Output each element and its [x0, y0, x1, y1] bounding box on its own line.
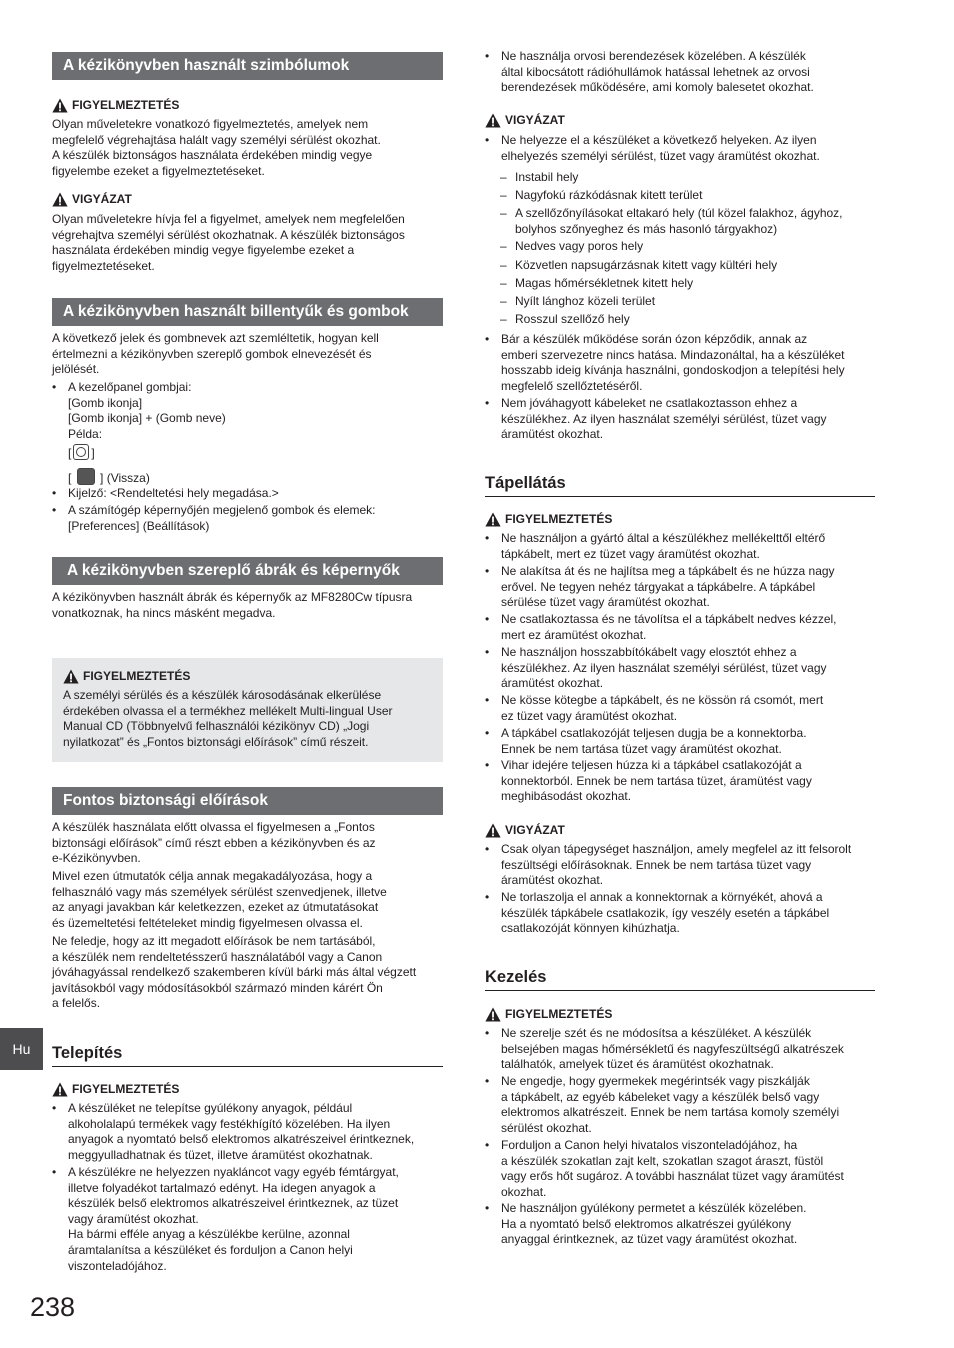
section-title-power: Tápellátás — [485, 474, 875, 497]
warning-label: FIGYELMEZTETÉS — [83, 669, 191, 683]
caution-label: VIGYÁZAT — [505, 823, 565, 837]
list-item: • Ne használja orvosi berendezések közelében. A készülék által kibocsátott rádióhullámok hatással lehetnek az orvosi berendezések működésére, ami komoly balesetet okozhat. — [485, 49, 814, 95]
warning-triangle-icon — [485, 1007, 501, 1022]
note-text: A személyi sérülés és a készülék károsodásának elkerülése érdekében olvassa el a termékhez mellékelt Multi-lingual User Manual CD (Többnyelvű felhasználói kézikönyv CD) „Jogi nyilatkozat” és „Fontos biztonsági előírások” című részeit. — [63, 688, 393, 749]
section-title-symbols: A kézikönyvben használt szimbólumok — [52, 52, 443, 80]
list-item: • Ne csatlakoztassa és ne távolítsa el a tápkábelt nedves kézzel, mert ez áramütést okozhat. — [485, 612, 837, 642]
list-item: • Forduljon a Canon helyi hivatalos viszonteladójához, ha a készülék szokatlan zajt kelt, szokatlan szagot áraszt, füstöl vagy erős hőt sugároz. A további használat tüzet vagy áramütést okozhat. — [485, 1138, 844, 1199]
safety-paragraph: Mivel ezen útmutatók célja annak megakadályozása, hogy a felhasználó vagy más személyek sérülést szenvedjenek, illetve az anyagi javakban kár keletkezzen, ezeket az útmutatásokat és üzemeltetési feltételeket mindig figyelmesen olvassa el. — [52, 869, 387, 930]
caution-heading — [485, 822, 565, 838]
section-title-keys: A kézikönyvben használt billentyűk és gombok — [52, 298, 443, 326]
settings-key-icon — [73, 444, 89, 460]
page-number: 238 — [30, 1292, 76, 1322]
dash-item: – Közvetlen napsugárzásnak kitett vagy kültéri hely — [500, 258, 778, 272]
list-item: • Kijelző: <Rendeltetési hely megadása.> — [52, 486, 279, 500]
section-title-safety: Fontos biztonsági előírások — [52, 787, 443, 815]
list-item: • Ne szerelje szét és ne módosítsa a készüléket. A készülék belsejében magas hőmérsékletű és nagyfeszültségű alkatrészek találhatók, amelyek tüzet és áramütést okozhatnak. — [485, 1026, 844, 1072]
section-title-figures: A kézikönyvben szereplő ábrák és képernyők — [52, 557, 443, 585]
caution-label: VIGYÁZAT — [505, 113, 565, 127]
list-item: • Ne engedje, hogy gyermekek megérintsék vagy piszkálják a tápkábelt, az egyéb kábeleket vagy a készülék belső vagy elektromos alkatrészeit. Ennek be nem tartása komoly személyi sérülést okozhat. — [485, 1074, 840, 1135]
warning-label: FIGYELMEZTETÉS — [505, 1007, 613, 1021]
caution-text: Olyan műveletekre hívja fel a figyelmet, amelyek nem megfelelően végrehajtva személyi sérülést okozhatnak. A készülék biztonságos használata érdekében mindig vegye figyelembe ezeket a figyelmeztetéseket. — [52, 212, 405, 273]
dash-item: – Nedves vagy poros hely — [500, 239, 644, 253]
warning-label: FIGYELMEZTETÉS — [72, 98, 180, 112]
list-item: • Nem jóváhagyott kábeleket ne csatlakoztasson ehhez a készülékhez. Az ilyen használat személyi sérülést, tüzet vagy áramütést okozhat. — [485, 396, 827, 442]
list-item: • Ne használjon gyúlékony permetet a készülék közelében. Ha a nyomtató belső elektromos alkatrészei gyúlékony anyaggal érintkeznek, az tüzet vagy áramütést okozhat. — [485, 1201, 807, 1247]
back-key-icon — [77, 468, 95, 485]
warning-triangle-icon — [485, 512, 501, 527]
list-item: • Ne kösse kötegbe a tápkábelt, és ne kössön rá csomót, mert ez tüzet vagy áramütést okozhat. — [485, 693, 824, 723]
list-item: • Ne alakítsa át és ne hajlítsa meg a tápkábelt és ne húzza nagy erővel. Ne tegyen nehéz tárgyakat a tápkábelre. A tápkábel sérülése tüzet vagy áramütést okozhat. — [485, 564, 835, 610]
warning-label: FIGYELMEZTETÉS — [72, 1082, 180, 1096]
warning-heading — [52, 1081, 179, 1097]
warning-heading — [485, 1006, 612, 1022]
warning-triangle-icon — [52, 1082, 68, 1097]
warning-triangle-icon — [52, 98, 68, 113]
dash-item: – Rosszul szellőző hely — [500, 312, 630, 326]
list-item: • Ne helyezze el a készüléket a következő helyeken. Az ilyen elhelyezés személyi sérülést, tüzet vagy áramütést okozhat. — [485, 133, 820, 163]
warning-triangle-icon — [52, 192, 68, 207]
warning-text: Olyan műveletekre vonatkozó figyelmeztetés, amelyek nem megfelelő végrehajtása halált vagy személyi sérülést okozhat. A készülék biztonságos használata érdekében mindig vegye figyelembe ezeket a figyelmeztetéseket. — [52, 117, 381, 178]
list-item: • Csak olyan tápegységet használjon, amely megfelel az itt felsorolt feszültségi előírásoknak. Ennek be nem tartása tüzet vagy áramütést okozhat. — [485, 842, 852, 888]
list-item: • Bár a készülék működése során ózon képződik, annak az emberi szervezetre nincs hatása. Mindazonáltal, ha a készüléket hosszabb ideig kívánja használni, gondoskodjon a telepítési hely megfelelő szellőztetéséről. — [485, 332, 845, 393]
list-item: • Ne használjon hosszabbítókábelt vagy elosztót ehhez a készülékhez. Az ilyen használat személyi sérülést, tüzet vagy áramütést okozhat. — [485, 645, 827, 691]
list-item: • A készüléket ne telepítse gyúlékony anyagok, például alkoholalapú termékek vagy festékhígító közelében. Ha ilyen anyagok a nyomtató belső elektromos alkatrészeivel érintkeznek, meggyulladhatnak és tüzet, illetve áramütést okozhatnak. — [52, 1101, 415, 1162]
figures-text: A kézikönyvben használt ábrák és képernyők az MF8280Cw típusra vonatkoznak, ha nincs másként megadva. — [52, 590, 413, 620]
warning-label: FIGYELMEZTETÉS — [505, 512, 613, 526]
warning-heading — [52, 97, 179, 113]
list-item: • Ne torlaszolja el annak a konnektornak a környékét, ahová a készülék tápkábele csatlakozik, így veszély esetén a tápkábel csatlakozóját könnyen kihúzhatja. — [485, 890, 830, 936]
list-item: • A számítógép képernyőjén megjelenő gombok és elemek: [Preferences] (Beállítások) — [52, 503, 376, 533]
dash-item: – A szellőzőnyílásokat eltakaró hely (túl közel falakhoz, ágyhoz, bolyhos szőnyeghez és más hasonló tárgyakhoz) — [500, 206, 843, 236]
warning-triangle-icon — [63, 669, 79, 684]
language-tab: Hu — [0, 1028, 43, 1070]
list-item: • Vihar idejére teljesen húzza ki a tápkábel csatlakozóját a konnektorból. Ennek be nem tartása tüzet, áramütést vagy meghibásodást okozhat. — [485, 758, 812, 804]
warning-heading — [485, 511, 612, 527]
caution-heading — [485, 112, 565, 128]
caution-label: VIGYÁZAT — [72, 192, 132, 206]
dash-item: – Nagyfokú rázkódásnak kitett terület — [500, 188, 703, 202]
list-item: • A készülékre ne helyezzen nyakláncot vagy egyéb fémtárgyat, illetve folyadékot tartalmazó edényt. Ha idegen anyagok a készülék belső elektromos alkatrészeivel érintkeznek, az tüzet vagy áramütést okozhat. Ha bármi efféle anyag a készülékbe kerülne, azonnal áramtalanítsa a készüléket és forduljon a Canon helyi viszonteladójához. — [52, 1165, 399, 1273]
list-item: • Ne használjon a gyártó által a készülékhez mellékelttől eltérő tápkábelt, mert ez tüzet vagy áramütést okozhat. — [485, 531, 826, 561]
warning-triangle-icon — [485, 823, 501, 838]
list-item: • A kezelőpanel gombjai: [Gomb ikonja] [Gomb ikonja] + (Gomb neve) Példa: [ ] [ ] (Vissza) — [52, 380, 226, 485]
caution-heading — [52, 191, 132, 207]
list-item: • A tápkábel csatlakozóját teljesen dugja be a konnektorba. Ennek be nem tartása tüzet vagy áramütést okozhat. — [485, 726, 807, 756]
keys-intro: A következő jelek és gombnevek azt szemléltetik, hogyan kell értelmezni a kézikönyvben szereplő gombok elnevezését és jelölését. — [52, 331, 379, 377]
safety-paragraph: Ne feledje, hogy az itt megadott előírások be nem tartásából, a készülék nem rendeltetésszerű használatából vagy a Canon jóváhagyással rendelkező szakemberen kívül bárki más által végzett javításokból vagy módosításokból származó minden kárért Ön a felelős. — [52, 934, 417, 1011]
dash-item: – Magas hőmérsékletnek kitett hely — [500, 276, 694, 290]
dash-item: – Instabil hely — [500, 170, 579, 184]
section-title-installation: Telepítés — [52, 1044, 443, 1067]
section-title-handling: Kezelés — [485, 968, 875, 991]
dash-item: – Nyílt lánghoz közeli terület — [500, 294, 656, 308]
warning-triangle-icon — [485, 113, 501, 128]
warning-heading — [63, 668, 190, 684]
safety-paragraph: A készülék használata előtt olvassa el figyelmesen a „Fontos biztonsági előírások” című részt ebben a kézikönyvben és az e-Kézikönyvben. — [52, 820, 376, 866]
